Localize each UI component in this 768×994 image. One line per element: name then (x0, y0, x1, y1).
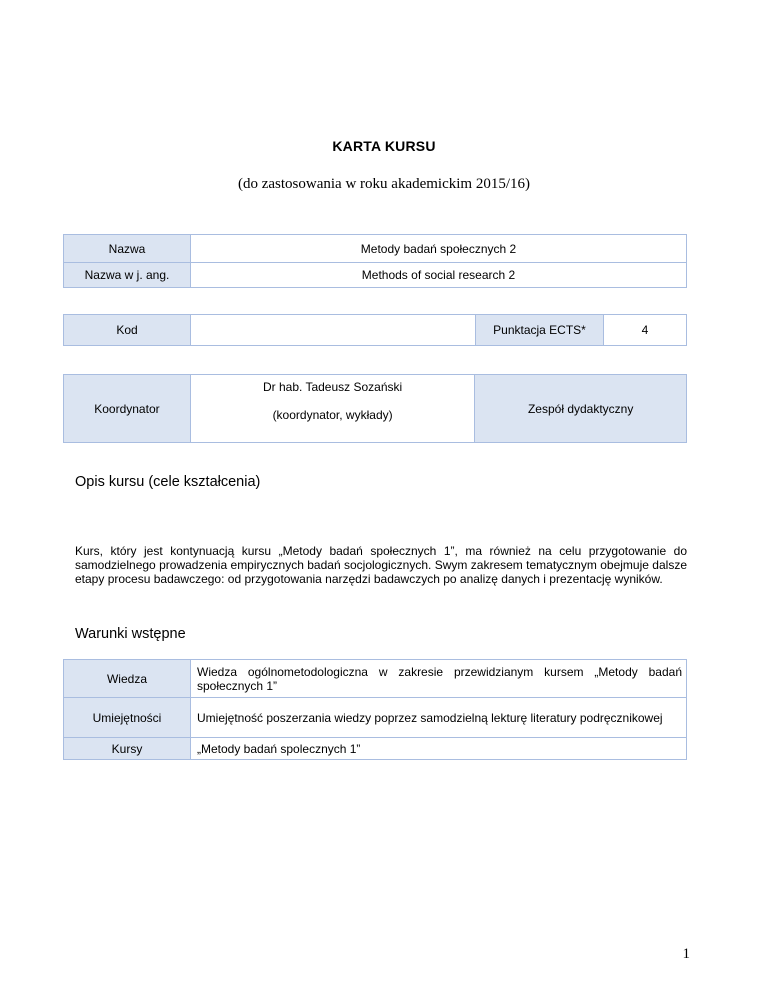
coordinator-table (63, 374, 687, 443)
ects-value: 4 (604, 315, 687, 346)
team-label: Zespół dydaktyczny (475, 375, 687, 443)
coordinator-cell (190, 375, 474, 443)
description-text: Kurs, który jest kontynuacją kursu „Metody badań społecznych 1”, ma również na celu przygotowanie do samodzielnego prowadzenia empirycznych badań socjologicznych. Swym zakresem tematycznym obejmuje dalsze etapy procesu badawczego: od przygotowania narzędzi badawczych po analizę danych i prezentację wyników. (75, 544, 687, 586)
document-subtitle: (do zastosowania w roku akademickim 2015/16) (237, 176, 530, 192)
prerequisites-heading: Warunki wstępne (75, 626, 186, 642)
prereq-label: Wiedza (64, 660, 191, 698)
code-label: Kod (64, 315, 191, 346)
prereq-label: Umiejętności (64, 698, 191, 738)
table-row (64, 698, 687, 738)
course-name-table (63, 234, 687, 288)
page-number: 1 (682, 946, 690, 962)
table-row (64, 660, 687, 698)
description-heading: Opis kursu (cele kształcenia) (75, 474, 261, 490)
ects-label: Punktacja ECTS* (476, 315, 604, 346)
prereq-value: Umiejętność poszerzania wiedzy poprzez samodzielną lekturę literatury podręcznikowej (191, 698, 687, 738)
prereq-value: „Metody badań spolecznych 1” (191, 738, 687, 760)
coordinator-label: Koordynator (64, 375, 191, 443)
table-row (64, 738, 687, 760)
name-value: Metody badań społecznych 2 (191, 235, 687, 263)
name-en-label: Nazwa w j. ang. (64, 263, 191, 288)
coordinator-name: Dr hab. Tadeusz Sozański (262, 380, 403, 394)
code-ects-table (63, 314, 687, 346)
document-title: KARTA KURSU (332, 138, 436, 154)
name-label: Nazwa (64, 235, 191, 263)
prereq-label: Kursy (64, 738, 191, 760)
prereq-value: Wiedza ogólnometodologiczna w zakresie przewidzianym kursem „Metody badań społecznych 1” (191, 660, 687, 698)
code-value (191, 315, 476, 346)
coordinator-role: (koordynator, wykłady) (272, 408, 393, 422)
name-en-value: Methods of social research 2 (191, 263, 687, 288)
prerequisites-table (63, 659, 687, 760)
